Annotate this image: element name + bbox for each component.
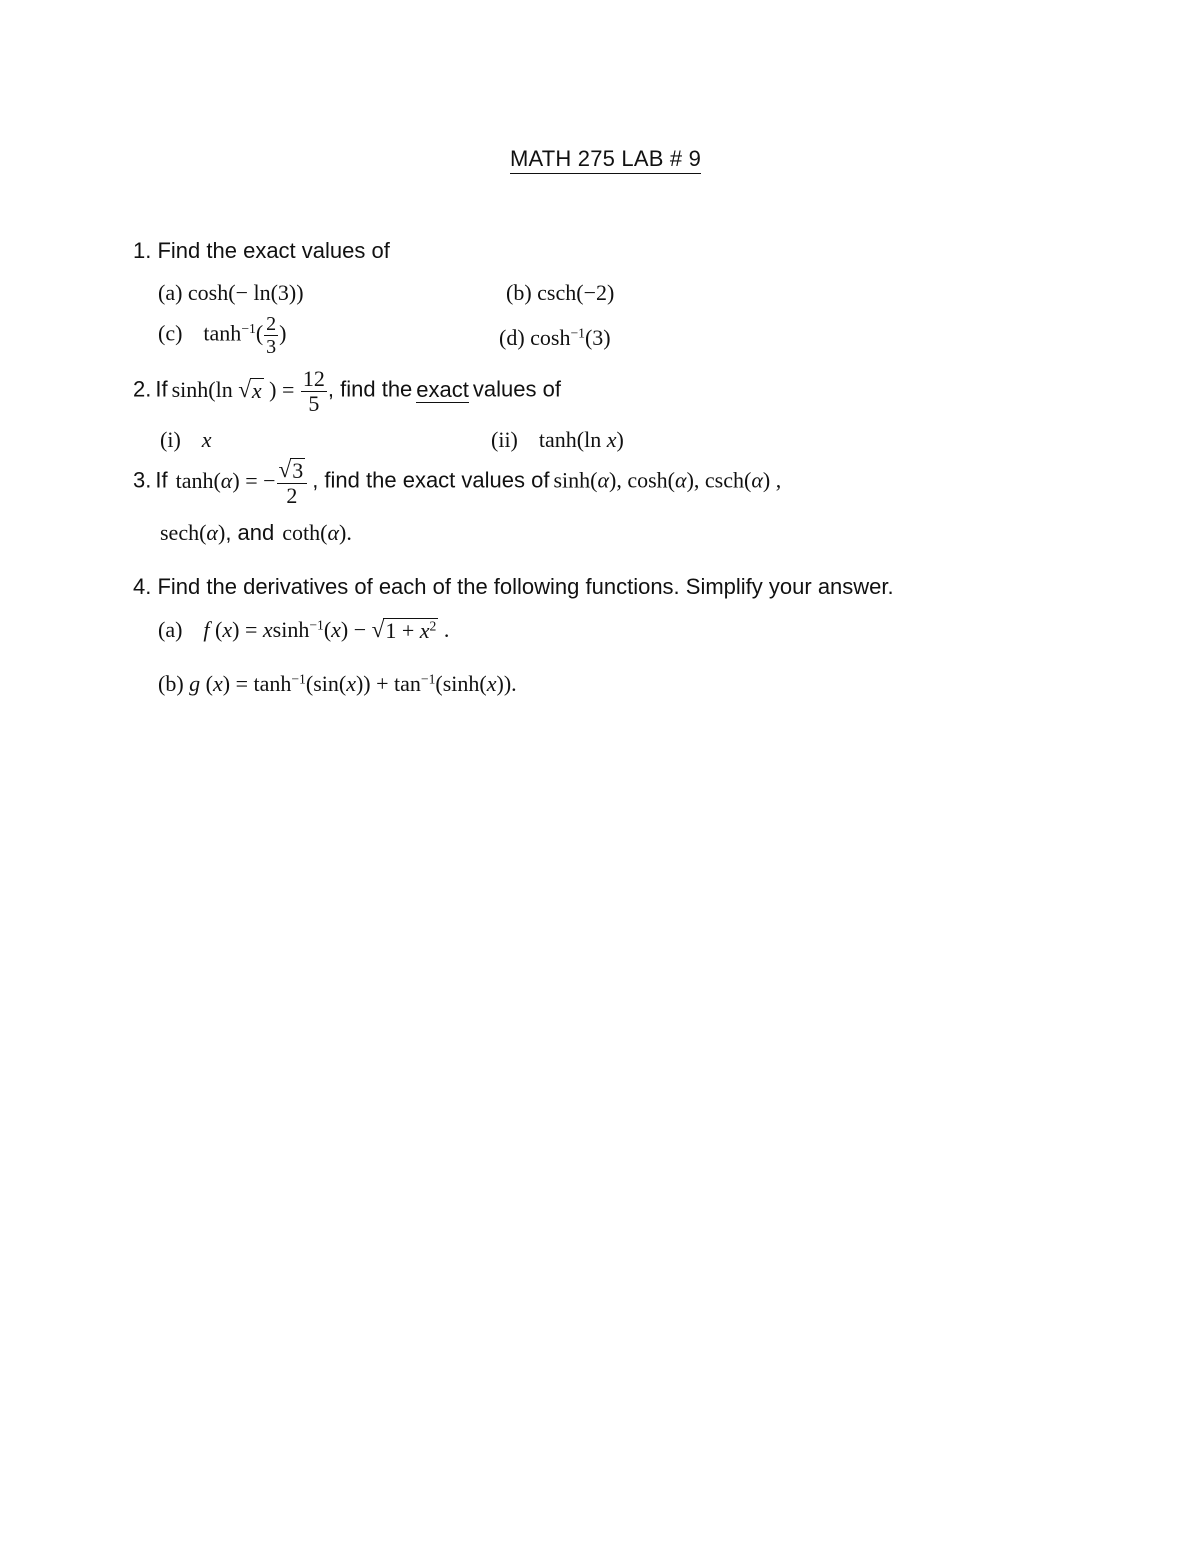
math-expression: g $(x) = \tanh^{-1}(\sin(x)) + \tan^{-1}(\sinh(x))$. (189, 671, 517, 696)
fraction: $\frac{2}{3}$ (266, 313, 277, 358)
math-expression: sech(α) (160, 520, 226, 545)
question-1-prompt (133, 238, 390, 264)
question-number: 4. (133, 574, 152, 599)
q2-part-ii (491, 427, 624, 453)
math-expression: tanh(ln x) (538, 427, 624, 452)
sqrt: √ x (238, 375, 262, 403)
math-expression: sinh(ln √ x ) = $\frac{12}{5}$ (171, 366, 325, 416)
math-expression: tanh(α) = − √ 3 2 (176, 468, 309, 493)
q1-part-a (158, 280, 304, 306)
question-2-prompt: 2. If sinh(ln √ x ) = $\frac{12}{5}$ , find the exact values of (133, 366, 561, 416)
math-expression: f (x) = xsinh$^{-1}$(x) − √ $1 + x^2$ . (203, 616, 450, 643)
fraction: √ 3 2 (277, 458, 308, 507)
part-label: (b) (506, 280, 532, 305)
fraction: $\frac{12}{5}$ (302, 366, 325, 416)
q4-part-b (158, 671, 517, 697)
page-title: MATH 275 LAB # 9 (510, 146, 701, 174)
part-label: (b) (158, 671, 184, 696)
part-label: (a) (158, 280, 183, 305)
question-number: 1. (133, 238, 152, 263)
question-text: Find the exact values of (157, 238, 390, 263)
part-label: (d) (499, 325, 525, 350)
math-expression: sinh(α), cosh(α), csch(α) , (553, 467, 782, 493)
part-label: (a) (158, 617, 183, 642)
math-expression: cosh(− ln(3)) (187, 280, 304, 305)
question-number: 3. (133, 467, 152, 493)
question-3-continued: sech(α), and coth(α). (160, 520, 352, 545)
q1-part-b (506, 280, 614, 306)
math-function: tanh (203, 320, 242, 346)
part-label: (i) (160, 427, 181, 452)
question-4-prompt (133, 574, 894, 600)
math-expression: coth(α). (282, 520, 352, 545)
q1-part-d: (d) $\cosh^{-1}(3)$ (499, 325, 611, 350)
q4-part-a (158, 617, 449, 643)
q2-part-i (160, 427, 212, 453)
math-variable: x (201, 427, 212, 452)
q1-part-c: (c) $\tanh^{-1}$( $\frac{2}{3}$ ) (158, 313, 287, 358)
question-3-prompt: 3. If tanh(α) = − √ 3 2 , find the exact values of sinh(α), cosh(α), csch(α) , (133, 456, 782, 509)
part-label: (ii) (491, 427, 518, 452)
question-number: 2. (133, 376, 152, 402)
question-text: Find the derivatives of each of the following functions. Simplify your answer. (157, 574, 894, 599)
math-expression: csch(−2) (537, 280, 615, 305)
emphasis-exact: exact (416, 376, 469, 402)
math-function: cosh (530, 325, 571, 350)
part-label: (c) (158, 320, 183, 346)
